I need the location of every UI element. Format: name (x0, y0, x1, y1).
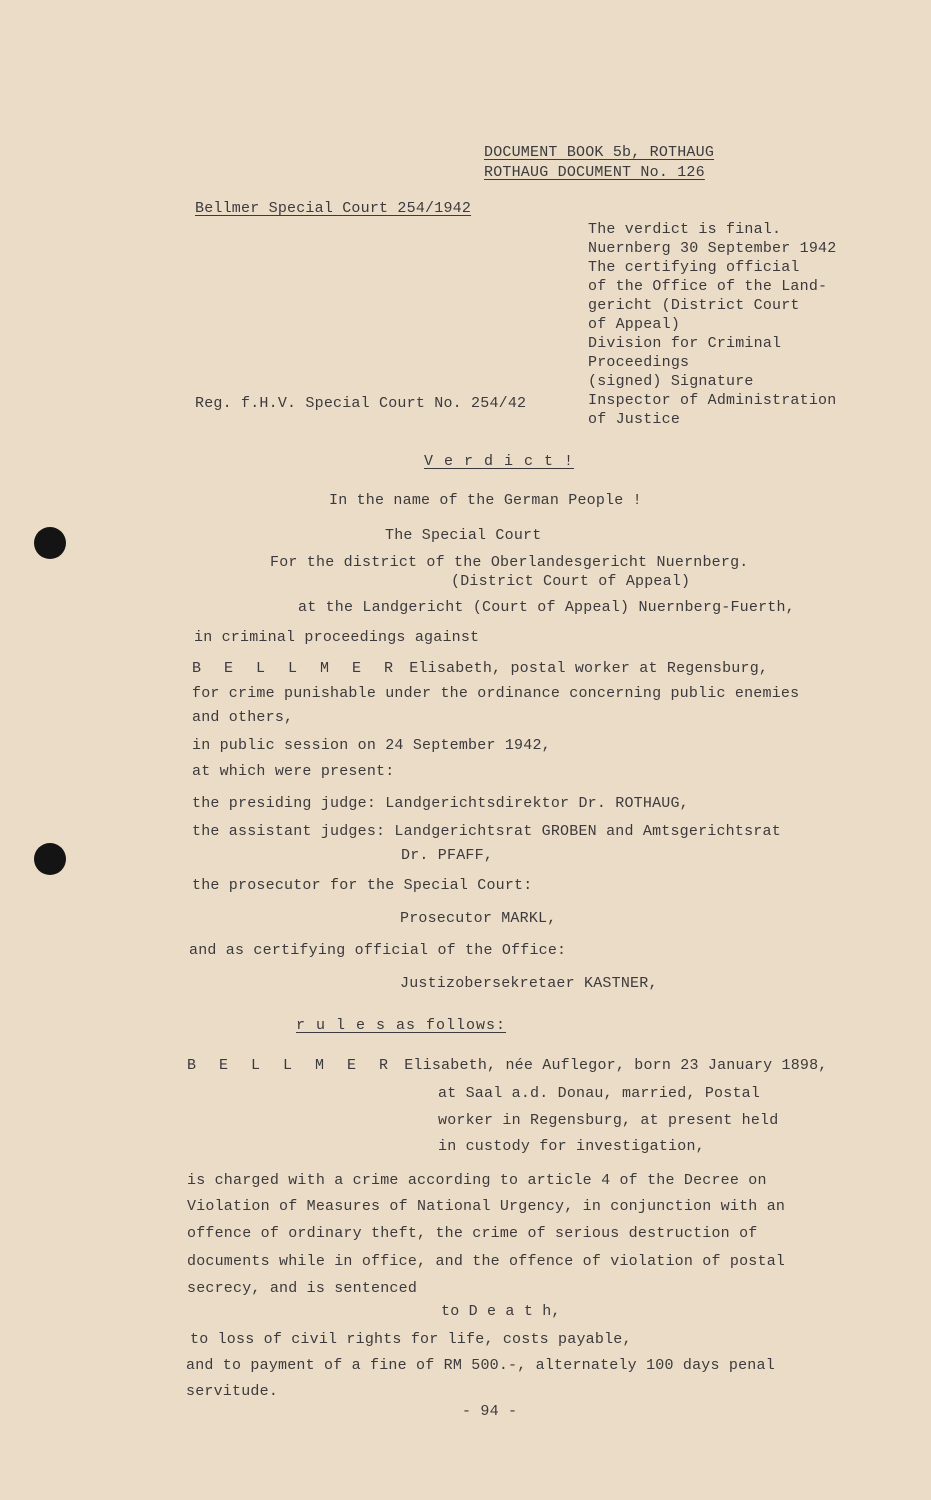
charge-line: for crime punishable under the ordinance concerning public enemies (192, 685, 800, 702)
servitude-line: servitude. (186, 1383, 279, 1400)
verdict-heading: V e r d i c t ! (424, 453, 575, 470)
case-reference: Bellmer Special Court 254/1942 (195, 200, 472, 217)
page-number: - 94 - (462, 1403, 518, 1420)
assistant-judges-cont: Dr. PFAFF, (401, 847, 494, 864)
prosecutor-name: Prosecutor MARKL, (400, 910, 557, 927)
certification-line: of Appeal) (588, 316, 681, 333)
certification-line: Inspector of Administration (588, 392, 837, 409)
defendant-surname: B E L L M E R (192, 660, 401, 677)
certification-line: gericht (District Court (588, 297, 800, 314)
special-court-line: The Special Court (385, 527, 542, 544)
punch-hole-top (34, 527, 66, 559)
civil-rights-line: to loss of civil rights for life, costs payable, (190, 1331, 632, 1348)
certification-line: of Justice (588, 411, 681, 428)
prosecutor-label: the prosecutor for the Special Court: (192, 877, 533, 894)
certification-block (588, 220, 836, 429)
charged-line: offence of ordinary theft, the crime of serious destruction of (187, 1225, 758, 1242)
charged-line: is charged with a crime according to article 4 of the Decree on (187, 1172, 767, 1189)
charged-line: Violation of Measures of National Urgency, in conjunction with an (187, 1198, 786, 1215)
certification-line: (signed) Signature (588, 373, 754, 390)
german-people-line: In the name of the German People ! (329, 492, 642, 509)
certifying-official-label: and as certifying official of the Office: (189, 942, 567, 959)
charge-line-cont: and others, (192, 709, 294, 726)
assistant-judges-line: the assistant judges: Landgerichtsrat GROBEN and Amtsgerichtsrat (192, 823, 781, 840)
landgericht-line: at the Landgericht (Court of Appeal) Nuernberg-Fuerth, (298, 599, 795, 616)
defendant-details: Elisabeth, postal worker at Regensburg, (409, 660, 769, 677)
certification-line: The certifying official (588, 259, 800, 276)
defendant-line (192, 659, 768, 678)
rules-heading: r u l e s as follows: (296, 1017, 507, 1034)
district-note: (District Court of Appeal) (451, 573, 691, 590)
document-book-line: DOCUMENT BOOK 5b, ROTHAUG (484, 144, 715, 161)
charged-line: documents while in office, and the offence of violation of postal (187, 1253, 786, 1270)
punch-hole-bottom (34, 843, 66, 875)
ruling-defendant-line (187, 1056, 828, 1075)
certifying-official-name: Justizobersekretaer KASTNER, (400, 975, 658, 992)
criminal-proceedings-line: in criminal proceedings against (194, 629, 480, 646)
ruling-detail-line: in custody for investigation, (438, 1138, 705, 1155)
charged-line: secrecy, and is sentenced (187, 1280, 418, 1297)
ruling-detail-line: worker in Regensburg, at present held (438, 1112, 779, 1129)
death-sentence: to D e a t h, (441, 1303, 561, 1320)
session-line: in public session on 24 September 1942, (192, 737, 551, 754)
document-number-line: ROTHAUG DOCUMENT No. 126 (484, 164, 705, 181)
registration-number: Reg. f.H.V. Special Court No. 254/42 (195, 395, 527, 412)
present-line: at which were present: (192, 763, 395, 780)
certification-line: Proceedings (588, 354, 690, 371)
ruling-defendant-surname: B E L L M E R (187, 1057, 396, 1074)
certification-line: of the Office of the Land- (588, 278, 828, 295)
certification-line: The verdict is final. (588, 221, 782, 238)
certification-line: Division for Criminal (588, 335, 782, 352)
ruling-detail-line: at Saal a.d. Donau, married, Postal (438, 1085, 761, 1102)
fine-line: and to payment of a fine of RM 500.-, alternately 100 days penal (186, 1357, 775, 1374)
ruling-defendant-details: Elisabeth, née Auflegor, born 23 January 1898, (404, 1057, 828, 1074)
certification-line: Nuernberg 30 September 1942 (588, 240, 837, 257)
district-line: For the district of the Oberlandesgericht Nuernberg. (270, 554, 749, 571)
presiding-judge-line: the presiding judge: Landgerichtsdirektor Dr. ROTHAUG, (192, 795, 689, 812)
